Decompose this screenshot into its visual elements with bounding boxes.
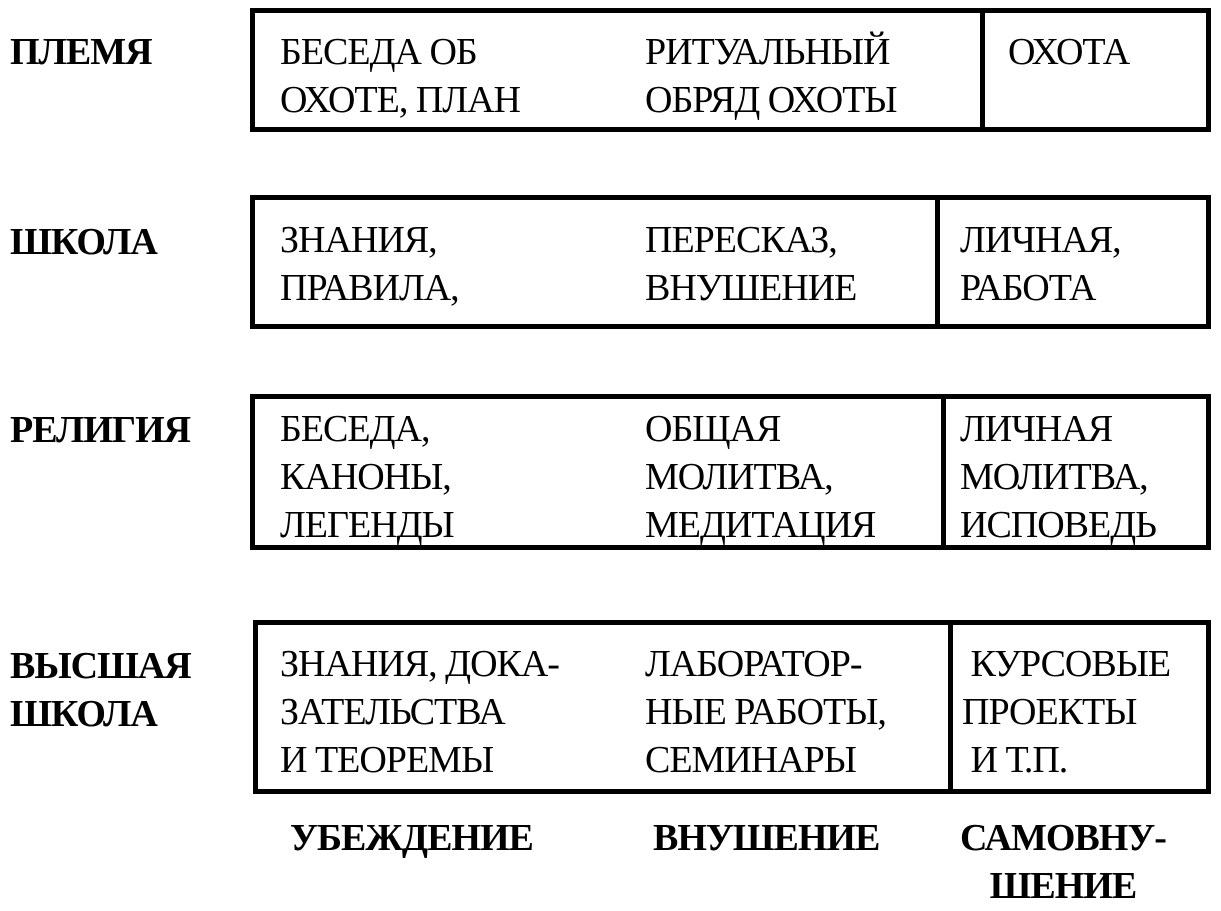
cell-school-persuasion: ЗНАНИЯ, ПРАВИЛА, [280, 219, 459, 309]
cell-higher-school-persuasion: ЗНАНИЯ, ДОКА- ЗАТЕЛЬСТВА И ТЕОРЕМЫ [280, 643, 559, 781]
row-label-higher-school: ВЫСШАЯ ШКОЛА [10, 645, 191, 735]
row-divider-tribe [980, 13, 985, 127]
cell-religion-suggestion: ОБЩАЯ МОЛИТВА, МЕДИТАЦИЯ [645, 408, 876, 546]
cell-school-autosuggestion: ЛИЧНАЯ, РАБОТА [960, 219, 1121, 309]
cell-tribe-autosuggestion: ОХОТА [1008, 31, 1130, 73]
row-label-tribe: ПЛЕМЯ [10, 31, 152, 73]
column-label-autosuggestion: САМОВНУ- ШЕНИЕ [960, 817, 1166, 907]
column-label-suggestion: ВНУШЕНИЕ [653, 817, 880, 859]
row-divider-school [935, 200, 940, 324]
row-divider-religion [941, 399, 946, 545]
row-label-religion: РЕЛИГИЯ [10, 409, 191, 451]
cell-higher-school-suggestion: ЛАБОРАТОР- НЫЕ РАБОТЫ, СЕМИНАРЫ [645, 643, 886, 781]
cell-religion-autosuggestion: ЛИЧНАЯ МОЛИТВА, ИСПОВЕДЬ [960, 408, 1156, 546]
cell-tribe-suggestion: РИТУАЛЬНЫЙ ОБРЯД ОХОТЫ [645, 31, 897, 121]
cell-higher-school-autosuggestion: КУРСОВЫЕ ПРОЕКТЫ И Т.П. [962, 643, 1171, 781]
cell-tribe-persuasion: БЕСЕДА ОБ ОХОТЕ, ПЛАН [280, 31, 520, 121]
cell-religion-persuasion: БЕСЕДА, КАНОНЫ, ЛЕГЕНДЫ [280, 408, 454, 546]
row-label-school: ШКОЛА [10, 221, 157, 263]
column-label-persuasion: УБЕЖДЕНИЕ [290, 817, 533, 859]
cell-school-suggestion: ПЕРЕСКАЗ, ВНУШЕНИЕ [645, 219, 857, 309]
row-divider-higher-school [948, 625, 953, 789]
